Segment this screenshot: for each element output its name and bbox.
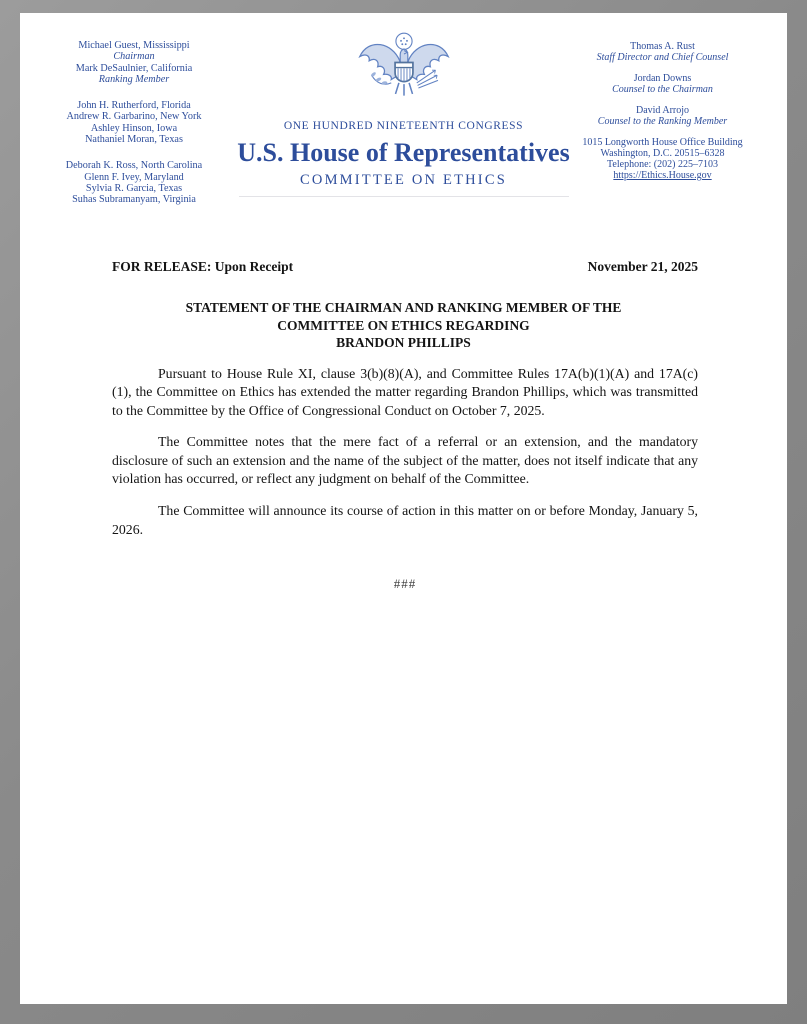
- statement-paragraph: Pursuant to House Rule XI, clause 3(b)(8)(A), and Committee Rules 17A(b)(1)(A) and 17A(c)(1), the Committee on Ethics has extended the matter regarding Brandon Phillips, which was transmitted to the Committee by the Office of Congressional Conduct on October 7, 2025.: [112, 365, 698, 418]
- statement-title-line: BRANDON PHILLIPS: [336, 335, 471, 350]
- staff-name: David Arrojo: [635, 105, 690, 116]
- member-name: Mark DeSaulnier, California: [75, 62, 193, 74]
- release-label: FOR RELEASE: Upon Receipt: [112, 259, 294, 274]
- congress-session-label: ONE HUNDRED NINETEENTH CONGRESS: [283, 120, 524, 132]
- statement-body: [112, 365, 698, 593]
- great-seal-icon: [353, 30, 455, 117]
- member-name: Ashley Hinson, Iowa: [90, 122, 178, 134]
- release-date: November 21, 2025: [587, 259, 698, 274]
- release-row: [112, 259, 698, 275]
- staff-entry: [540, 73, 785, 95]
- committee-rule-divider: [239, 196, 569, 197]
- staff-entry: [540, 41, 785, 63]
- address-line: 1015 Longworth House Office Building: [582, 137, 743, 148]
- member-name: Michael Guest, Mississippi: [78, 40, 190, 51]
- address-line: Telephone: (202) 225–7103: [607, 159, 718, 170]
- minority-members-group: [23, 160, 245, 205]
- committee-address: [540, 137, 785, 181]
- staff-entry: [540, 105, 785, 127]
- staff-role: Staff Director and Chief Counsel: [596, 52, 729, 63]
- letterhead: [20, 13, 787, 228]
- member-name: Deborah K. Ross, North Carolina: [65, 160, 203, 172]
- document-page: [20, 13, 787, 1004]
- member-name: Andrew R. Garbarino, New York: [66, 111, 202, 123]
- leadership-group: [23, 40, 245, 85]
- address-line: Washington, D.C. 20515–6328: [600, 148, 725, 159]
- letterhead-members-column: [23, 40, 245, 221]
- member-name: Glenn F. Ivey, Maryland: [84, 171, 184, 183]
- letterhead-staff-column: [540, 41, 785, 181]
- staff-role: Counsel to the Chairman: [612, 84, 713, 95]
- statement-title-line: STATEMENT OF THE CHAIRMAN AND RANKING MEMBER OF THE: [185, 300, 622, 315]
- statement-title-line: COMMITTEE ON ETHICS REGARDING: [277, 317, 530, 333]
- member-role: Chairman: [113, 51, 155, 63]
- member-name: Sylvia R. Garcia, Texas: [85, 182, 183, 194]
- staff-name: Thomas A. Rust: [630, 41, 695, 52]
- member-name: John H. Rutherford, Florida: [77, 100, 191, 112]
- committee-name: COMMITTEE ON ETHICS: [300, 172, 507, 188]
- statement-title: [20, 299, 787, 352]
- staff-role: Counsel to the Ranking Member: [597, 116, 728, 127]
- majority-members-group: [23, 100, 245, 145]
- end-of-release-mark: ###: [393, 576, 417, 592]
- member-name: Nathaniel Moran, Texas: [85, 134, 183, 146]
- ethics-website-link[interactable]: https://Ethics.House.gov: [613, 170, 712, 181]
- member-name: Suhas Subramanyam, Virginia: [72, 194, 196, 206]
- member-role: Ranking Member: [98, 73, 170, 85]
- staff-name: Jordan Downs: [633, 73, 692, 84]
- house-of-representatives-title: U.S. House of Representatives: [237, 138, 570, 167]
- statement-paragraph: The Committee notes that the mere fact of a referral or an extension, and the mandatory disclosure of such an extension and the name of the subject of the matter, does not itself indicate that any violation has occurred, or reflect any judgment on behalf of the Committee.: [112, 434, 698, 487]
- statement-paragraph: The Committee will announce its course of action in this matter on or before Monday, January 5, 2026.: [112, 503, 698, 537]
